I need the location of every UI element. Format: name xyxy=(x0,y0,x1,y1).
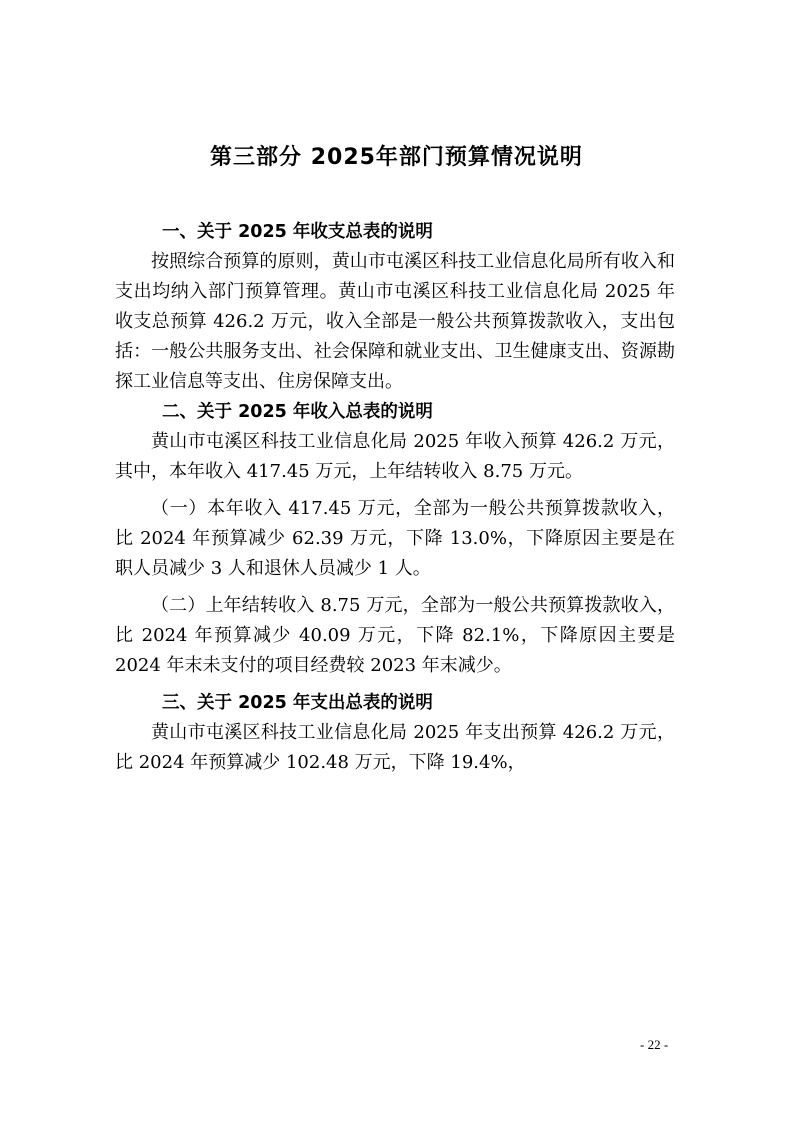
page-title: 第三部分 2025年部门预算情况说明 xyxy=(210,145,583,170)
section-heading-2: 二、关于 2025 年收入总表的说明 xyxy=(162,402,433,422)
paragraph: （二）上年结转收入 8.75 万元，全部为一般公共预算拨款收入，比 2024 年预算减少 40.09 万元，下降 82.1%，下降原因主要是 2024 年末未支付的项目经费较 2023 年末减少。 xyxy=(115,595,675,676)
paragraph: 黄山市屯溪区科技工业信息化局 2025 年收入预算 426.2 万元，其中，本年收入 417.45 万元，上年结转收入 8.75 万元。 xyxy=(115,431,675,482)
section-heading-1: 一、关于 2025 年收支总表的说明 xyxy=(162,222,433,242)
paragraph: 按照综合预算的原则，黄山市屯溪区科技工业信息化局所有收入和支出均纳入部门预算管理。黄山市屯溪区科技工业信息化局 2025 年收支总预算 426.2 万元，收入全部是一般公共预算拨款收入，支出包括：一般公共服务支出、社会保障和就业支出、卫生健康支出、资源勘探工业信息等支出、住房保障支出。 xyxy=(115,251,675,392)
paragraph-gap xyxy=(115,681,675,688)
document-body xyxy=(115,217,675,778)
paragraph-gap xyxy=(115,487,675,494)
paragraph: 黄山市屯溪区科技工业信息化局 2025 年支出预算 426.2 万元，比 2024 年预算减少 102.48 万元，下降 19.4%， xyxy=(115,722,675,773)
section-heading-3: 三、关于 2025 年支出总表的说明 xyxy=(162,693,433,713)
paragraph-gap xyxy=(115,584,675,591)
page-number: - 22 - xyxy=(640,1037,669,1052)
paragraph: （一）本年收入 417.45 万元，全部为一般公共预算拨款收入，比 2024 年预算减少 62.39 万元，下降 13.0%，下降原因主要是在职人员减少 3 人和退休人员减少 1 人。 xyxy=(115,498,675,579)
